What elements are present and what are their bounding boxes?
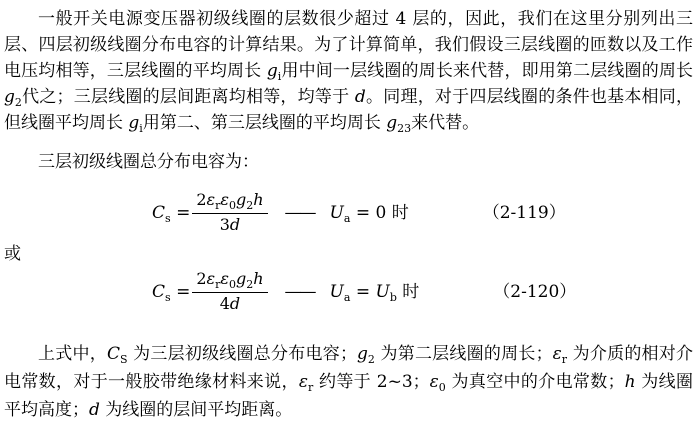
paragraph-symbol-explanation: 上式中，$C_S$ 为三层初级线圈总分布电容；$g_2$ 为第二层线圈的周长；$\varepsilon_r$ 为介质的相对介电常数，对于一般胶带绝缘材料来说，$\varepsilon_r$ 约等于 2~3；$\varepsilon_0$ 为真空中的介电常数；h 为线圈平均高度；d 为线圈的层间平均距离。 xyxy=(4,343,694,420)
equation-lhs: $C_s$ = xyxy=(152,202,191,225)
equation-number: （2-120） xyxy=(493,282,577,303)
equation-number: （2-119） xyxy=(482,202,566,223)
equation-condition: $U_a = 0$ 时 xyxy=(329,202,409,225)
fraction-denominator: 4d xyxy=(219,294,241,314)
equation-2-120 xyxy=(152,270,693,313)
equation-fraction xyxy=(192,191,267,234)
fraction-denominator: 3d xyxy=(219,215,241,234)
fraction-numerator: $2\varepsilon_r\varepsilon_0g_2h$ xyxy=(192,270,267,293)
paragraph-capacitance-lead-in: 三层初级线圈总分布电容为： xyxy=(38,152,259,172)
equation-dash: —— xyxy=(284,282,315,303)
equation-lhs: $C_s$ = xyxy=(152,282,191,305)
equation-2-119 xyxy=(152,191,693,234)
or-connector: 或 xyxy=(4,244,21,265)
fraction-numerator: $2\varepsilon_r\varepsilon_0g_2h$ xyxy=(192,191,267,214)
equation-dash: —— xyxy=(284,202,315,223)
equation-condition: $U_a = U_b$ 时 xyxy=(329,282,420,305)
paragraph-intro: 一般开关电源变压器初级线圈的层数很少超过 4 层的，因此，我们在这里分别列出三层、四层初级线圈分布电容的计算结果。为了计算简单，我们假设三层线圈的匝数以及工作电压均相等，三层线圈的平均周长 $g_i$用中间一层线圈的周长来代替，即用第二层线圈的周长 $g_2$代之；三层线圈的层间距离均相等，均等于 d。同理，对于四层线圈的条件也基本相同，但线圈平均周长 $g_i$用第二、第三层线圈的平均周长 $g_{23}$来代替。 xyxy=(4,9,693,135)
equation-fraction xyxy=(192,270,267,313)
